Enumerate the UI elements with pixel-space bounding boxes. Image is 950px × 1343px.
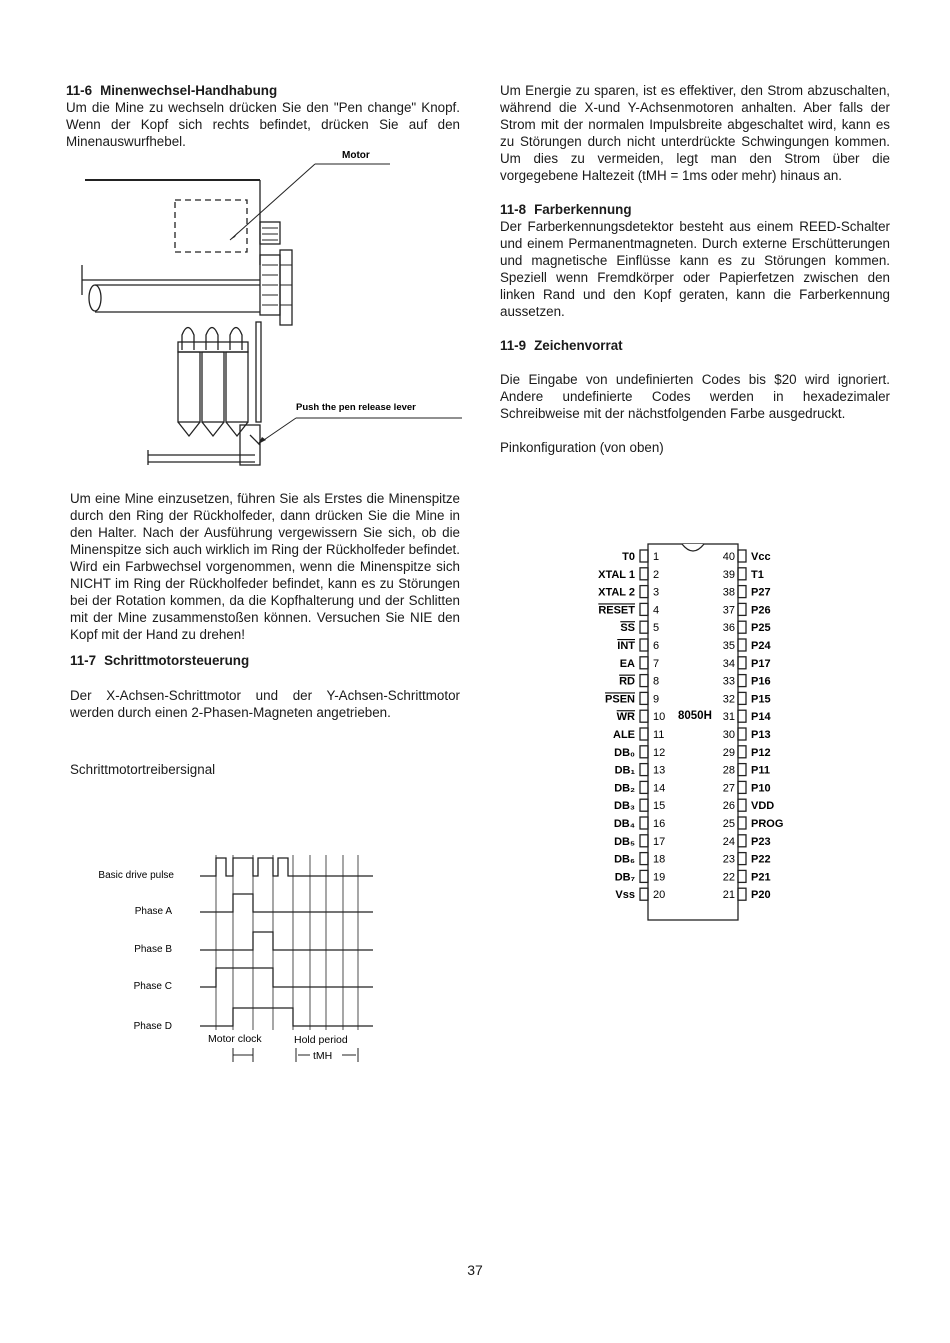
- left-pins: [598, 550, 665, 901]
- pin-label: P22: [751, 853, 771, 866]
- right-pin: [723, 621, 771, 634]
- right-pin: [723, 657, 771, 670]
- pin-number: 17: [653, 835, 666, 848]
- pin-number: 22: [722, 871, 735, 884]
- right-pin: [723, 586, 771, 599]
- pin-number: 28: [722, 764, 735, 777]
- left-pin: [614, 781, 665, 794]
- pin-caption: Pinkonfiguration (von oben): [500, 440, 664, 455]
- signal-label-phase-c: Phase C: [133, 981, 172, 992]
- pin-number: 10: [653, 711, 666, 724]
- pin-number: 13: [653, 764, 666, 777]
- pin-label: P14: [751, 711, 771, 724]
- right-pin: [723, 568, 764, 581]
- pin-label: XTAL 2: [598, 586, 635, 599]
- pin-number: 32: [722, 693, 735, 706]
- pin-number: 26: [722, 800, 735, 813]
- pin-label: P27: [751, 586, 771, 599]
- pin-number: 12: [653, 746, 666, 759]
- right-pin: [723, 710, 772, 723]
- pin-number: 18: [653, 853, 666, 866]
- left-pin: [619, 675, 659, 688]
- pin-label: P24: [751, 640, 771, 652]
- pin-label: RESET: [598, 604, 635, 617]
- pin-label: P15: [751, 693, 771, 706]
- section-11-8-heading: [500, 201, 890, 218]
- section-11-6-heading: [66, 82, 460, 99]
- left-pin: [614, 817, 665, 830]
- left-pin: [615, 764, 666, 777]
- pin-label: ALE: [613, 729, 635, 741]
- pin-number: 34: [722, 657, 735, 670]
- pin-number: 6: [653, 640, 660, 652]
- pin-label: VDD: [751, 800, 775, 813]
- pin-label: T1: [751, 568, 764, 581]
- pin-label: DB₀: [614, 746, 635, 759]
- pin-number: 1: [653, 551, 660, 563]
- pin-number: 15: [653, 800, 666, 813]
- section-number: 11-6: [66, 83, 93, 98]
- pin-number: 25: [722, 818, 735, 830]
- section-11-6-body: Um eine Mine einzusetzen, führen Sie als Erstes die Minenspitze durch den Ring der Rückholfeder, dann drücken Sie die Mine in den Halter. Nach der Ausführung vergewissern Sie sich, ob die Minenspitze sich auch wirklich im Ring der Rückholfeder befindet. Wird ein Farbwechsel vorgenommen, wenn die Minenspitze sich NICHT im Ring der Rückholfeder befindet, kann es zu Störungen bei der Rotation kommen, da die Kopfhalterung und der Schlitten mit der Mine zusammenstoßen können. Versuchen Sie NIE den Kopf mit der Hand zu drehen!: [70, 491, 460, 642]
- motor-clock-label: Motor clock: [208, 1033, 262, 1045]
- left-pin: [615, 888, 665, 901]
- pin-number: 19: [653, 871, 666, 884]
- pin-label: DB₆: [614, 853, 635, 866]
- pin-number: 39: [722, 568, 735, 581]
- left-pin: [615, 870, 666, 883]
- section-number: 11-7: [70, 653, 97, 668]
- pin-number: 5: [653, 622, 660, 635]
- right-pin: [723, 853, 771, 866]
- pin-label: P10: [751, 782, 771, 795]
- pin-label: P12: [751, 746, 771, 759]
- pin-number: 30: [722, 729, 735, 741]
- section-title: Zeichenvorrat: [534, 338, 623, 353]
- section-11-6-body-block: [70, 490, 460, 778]
- pin-label: DB₂: [614, 782, 635, 795]
- left-pin: [614, 799, 665, 812]
- signal-label-phase-d: Phase D: [133, 1021, 172, 1032]
- pin-number: 2: [653, 568, 660, 581]
- pin-label: P13: [751, 729, 771, 741]
- pin-number: 35: [722, 640, 735, 652]
- left-pin: [614, 853, 665, 866]
- pen-mechanism-figure: [70, 140, 470, 475]
- chip-name: 8050H: [678, 710, 712, 722]
- pin-number: 14: [653, 782, 666, 795]
- left-pin: [622, 550, 659, 563]
- left-pin: [598, 586, 659, 599]
- pin-label: P11: [751, 764, 770, 777]
- left-pin: [598, 603, 659, 616]
- pin-label: P17: [751, 657, 771, 670]
- right-column: [500, 82, 890, 456]
- left-pin: [617, 710, 666, 723]
- pin-number: 4: [653, 604, 660, 617]
- signal-caption: Schrittmotortreibersignal: [70, 762, 216, 777]
- page-number: 37: [467, 1262, 483, 1278]
- pin-label: T0: [622, 551, 635, 563]
- pin-number: 24: [722, 835, 735, 848]
- pin-number: 36: [722, 622, 735, 635]
- section-title: Farberkennung: [534, 202, 632, 217]
- pin-label: DB₁: [614, 764, 635, 777]
- left-pin: [617, 639, 659, 652]
- motor-label: Motor: [342, 150, 370, 161]
- section-number: 11-9: [500, 338, 527, 353]
- right-pin: [723, 799, 775, 812]
- section-11-7-continued: Um Energie zu sparen, ist es effektiver, den Strom abzuschalten, während die X-und Y-Achsenmotoren anhalten. Aber falls der Strom mit der normalen Impulsbreite abgeschaltet wird, kann es zu Störungen durch nicht unterdrückte Schwingungen kommen. Um dies zu vermeiden, legt man den Strom über die vorgegebene Haltezeit (tMH = 1ms oder mehr) hinaus an.: [500, 83, 890, 183]
- right-pin: [723, 746, 771, 759]
- pin-label: RD: [619, 675, 635, 688]
- chip-pinout-diagram: [578, 538, 808, 930]
- pin-number: 7: [653, 657, 660, 670]
- pin-number: 9: [653, 693, 660, 706]
- signal-label-phase-b: Phase B: [134, 944, 172, 955]
- signal-label-phase-a: Phase A: [134, 906, 172, 917]
- pin-label: SS: [620, 622, 635, 635]
- left-pin: [598, 568, 659, 581]
- pin-label: P16: [751, 675, 771, 688]
- right-pin: [723, 870, 771, 883]
- section-11-9-body: Die Eingabe von undefinierten Codes bis $20 wird ignoriert. Andere undefinierte Codes werden in hexadezimaler Schreibweise mit der nächstfolgenden Farbe ausgedruckt.: [500, 372, 890, 421]
- section-title: Schrittmotorsteuerung: [104, 653, 250, 668]
- pin-number: 16: [653, 818, 666, 830]
- pin-label: P21: [751, 871, 771, 884]
- right-pin: [723, 728, 771, 741]
- pin-label: P20: [751, 889, 771, 902]
- chip-notch: [682, 544, 704, 551]
- right-pin: [723, 639, 772, 652]
- tmh-label: tMH: [313, 1050, 333, 1062]
- section-title: Minenwechsel-Handhabung: [100, 83, 278, 98]
- pin-number: 21: [722, 889, 735, 902]
- right-pin: [723, 764, 770, 777]
- pin-label: Vss: [615, 889, 635, 902]
- left-pin: [605, 692, 659, 705]
- signal-label-basic: Basic drive pulse: [98, 870, 174, 881]
- section-11-7-body: Der X-Achsen-Schrittmotor und der Y-Achsen-Schrittmotor werden durch einen 2-Phasen-Magneten angetrieben.: [70, 688, 460, 720]
- pin-number: 27: [722, 782, 735, 795]
- section-11-6-intro: Um die Mine zu wechseln drücken Sie den "Pen change" Knopf. Wenn der Kopf sich rechts befindet, drücken Sie auf den Minenauswurfhebel.: [66, 100, 460, 149]
- pin-number: 3: [653, 586, 660, 599]
- timing-diagram: [78, 850, 378, 1075]
- section-11-8-body: Der Farberkennungsdetektor besteht aus einem REED-Schalter und einem Permanentmagneten. Durch externe Erschütterungen und magnetische Einflüsse kann es zu Störungen kommen. Speziell wenn Fremdkörper oder Papierfetzen zwischen den linken Rand und den Kopf geraten, kann die Farberkennung aussetzen.: [500, 219, 890, 319]
- pin-label: PSEN: [605, 693, 635, 706]
- left-pin: [620, 621, 659, 634]
- right-pin: [723, 692, 771, 705]
- pin-number: 31: [722, 711, 735, 724]
- pin-number: 38: [722, 586, 735, 599]
- pin-label: DB₇: [614, 871, 635, 884]
- pin-label: P23: [751, 835, 771, 848]
- section-11-7-heading: [70, 652, 460, 669]
- left-pin: [620, 657, 659, 670]
- pin-number: 11: [653, 729, 665, 741]
- pin-number: 23: [722, 853, 735, 866]
- pin-label: DB₄: [613, 818, 635, 830]
- right-pin: [723, 781, 771, 794]
- section-number: 11-8: [500, 202, 527, 217]
- pin-label: DB₃: [614, 800, 635, 813]
- lever-label: Push the pen release lever: [296, 402, 416, 413]
- pin-label: DB₅: [614, 835, 635, 848]
- right-pin: [723, 603, 771, 616]
- right-pin: [723, 888, 771, 901]
- right-pin: [723, 817, 784, 830]
- pin-label: WR: [616, 711, 635, 724]
- pin-label: INT: [617, 640, 635, 652]
- left-pin: [614, 835, 665, 848]
- pin-number: 40: [722, 551, 735, 563]
- pin-label: XTAL 1: [598, 568, 635, 581]
- pin-number: 20: [653, 889, 666, 902]
- right-pin: [723, 675, 771, 688]
- pin-number: 29: [722, 746, 735, 759]
- left-pin: [613, 728, 664, 741]
- hold-period-label: Hold period: [294, 1034, 348, 1046]
- left-pin: [614, 746, 665, 759]
- pin-number: 37: [722, 604, 735, 617]
- section-11-9-heading: [500, 337, 890, 354]
- pin-number: 8: [653, 675, 660, 688]
- right-pin: [723, 835, 771, 848]
- right-pins: [723, 550, 784, 901]
- pin-label: EA: [619, 657, 635, 670]
- pin-number: 33: [722, 675, 735, 688]
- pin-label: P25: [751, 622, 771, 635]
- pin-label: P26: [751, 604, 771, 617]
- pin-label: PROG: [751, 818, 784, 830]
- right-pin: [723, 550, 771, 563]
- pin-label: Vcc: [751, 551, 771, 563]
